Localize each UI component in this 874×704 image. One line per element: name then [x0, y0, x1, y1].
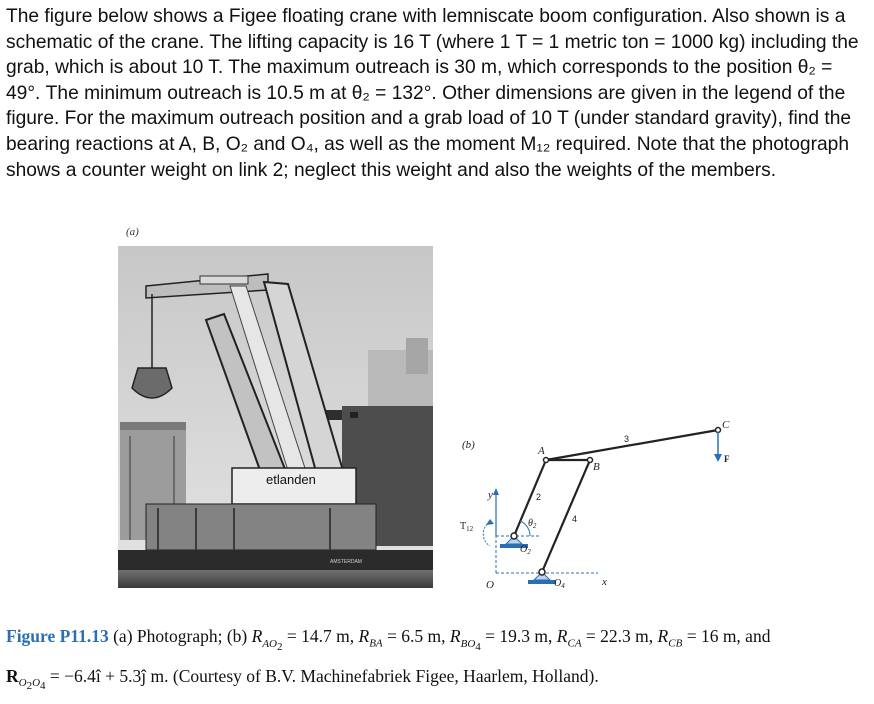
load-f-label: F [724, 454, 730, 464]
caption-r-cb: 16 m, and [700, 626, 771, 646]
label-b: (b) [462, 439, 475, 451]
link-3-label: 3 [624, 434, 630, 444]
x-axis-label: x [602, 576, 607, 588]
origin-label: O [486, 579, 494, 591]
caption-r-o2o4: −6.4î + 5.3ĵ m. (Courtesy of B.V. Machinefabriek Figee, Haarlem, Holland). [64, 665, 599, 686]
point-c-label: C [722, 419, 730, 431]
link-3-boom [546, 430, 718, 460]
figure-label-a: (a) [126, 226, 139, 238]
point-a-label: A [538, 445, 545, 457]
caption-r-ba: 6.5 m, [401, 626, 450, 646]
y-axis-label: y [488, 489, 493, 501]
caption-part-a: (a) Photograph; (b) [108, 626, 252, 646]
link-4-label: 4 [572, 514, 578, 524]
hull-name-text: AMSTERDAM [330, 559, 362, 565]
torque-t12-arc [483, 522, 490, 546]
caption-r-ao2: 14.7 m, [301, 626, 359, 646]
crane-schematic [448, 418, 738, 598]
point-o2-label: $O_2$ [520, 544, 531, 556]
problem-text: The figure below shows a Figee floating crane with lemniscate boom configuration. Also shown is a schematic of the crane. The lifting capacity is 16 T (where 1 T = 1 metric ton = 1000 kg) including the grab, which is about 10 T. The maximum outreach is 30 m, which corresponds to the position θ₂ = 49°. The minimum outreach is 10.5 m at θ₂ = 132°. Other dimensions are given in the legend of the figure. For the maximum outreach position and a grab load of 10 T (under standard gravity), find the bearing reactions at A, B, O₂ and O₄, as well as the moment M₁₂ required. Note that the photograph shows a counter weight on link 2; neglect this weight and also the weights of the members. [6, 6, 859, 181]
crane-photograph [118, 246, 433, 588]
caption-figure-label: Figure P11.13 [6, 626, 109, 646]
theta2-label: $\theta_2$ [528, 518, 537, 530]
crane-sign-text: etlanden [266, 472, 316, 487]
link-2-label: 2 [536, 492, 542, 502]
point-b-label: B [593, 461, 600, 473]
link-4 [542, 460, 590, 572]
problem-statement [6, 4, 868, 183]
point-o4-label: $O_4$ [554, 578, 565, 590]
figure-caption: Figure P11.13 (a) Photograph; (b) $R_{AO_2} = 14.7$ m, $R_{BA} = 6.5$ m, $R_{BO_4} = 19.3$ m, $R_{CA} = 22.3$ m, $R_{CB} = 16$ m, and $R_{O_2O_4}$ = −6.4î + 5.3ĵ m. (Courtesy of B.V. Machinefabriek Figee, Haarlem, Holland). [6, 626, 771, 693]
caption-r-bo4: 19.3 m, [499, 626, 557, 646]
caption-r-ca: 22.3 m, [600, 626, 658, 646]
torque-t12-label: $T_{12}$ [460, 521, 474, 533]
